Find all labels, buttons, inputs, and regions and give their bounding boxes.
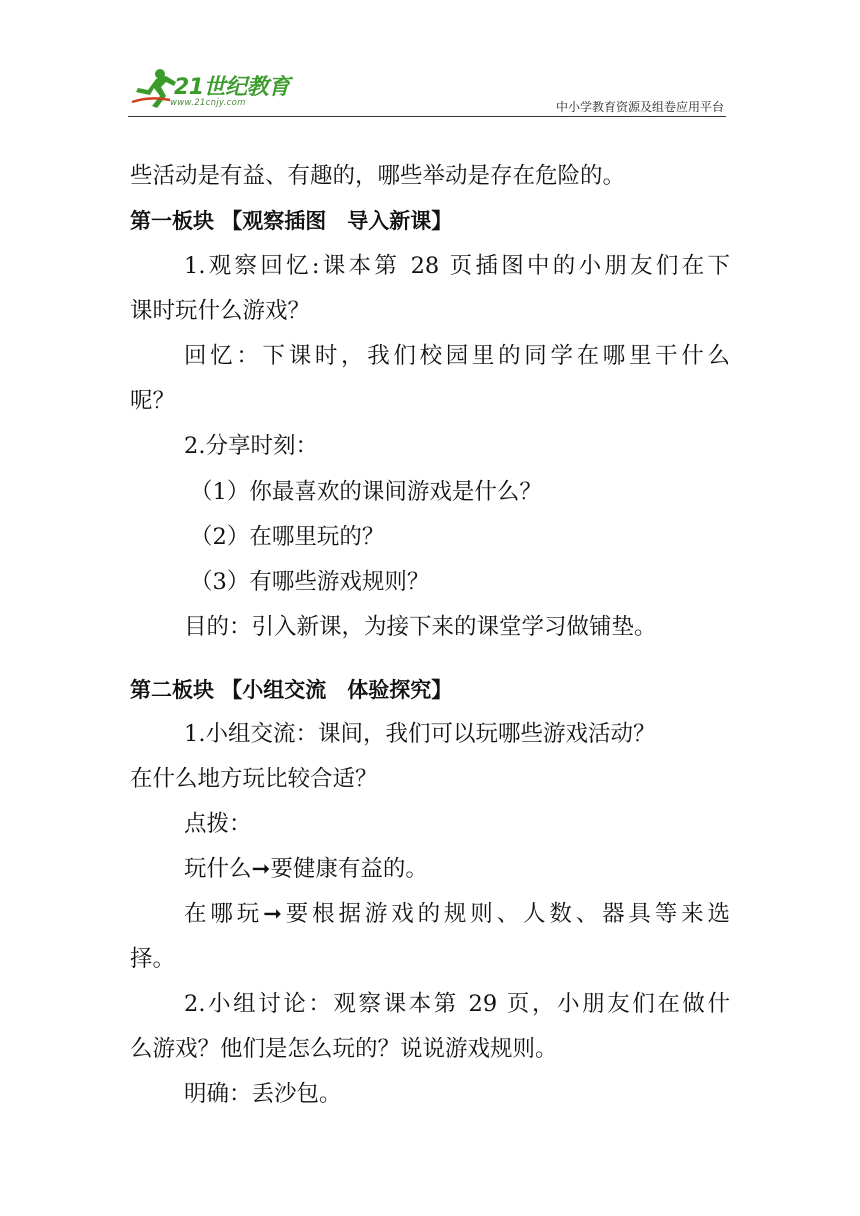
logo xyxy=(130,66,290,116)
paragraph-line: 1.小组交流：课间，我们可以玩哪些游戏活动？ xyxy=(184,721,656,747)
page-header xyxy=(0,0,860,130)
paragraph-line: 课时玩什么游戏？ xyxy=(130,298,311,324)
paragraph-line: 回忆：下课时，我们校园里的同学在哪里干什么 xyxy=(184,343,730,369)
paragraph-line: 目的：引入新课，为接下来的课堂学习做铺垫。 xyxy=(184,614,657,640)
paragraph-line: 点拨： xyxy=(184,811,252,837)
paragraph-line: 1.观察回忆:课本第 28 页插图中的小朋友们在下 xyxy=(184,253,730,279)
paragraph-line: 么游戏？他们是怎么玩的？说说游戏规则。 xyxy=(130,1036,558,1062)
paragraph-line: 2.分享时刻： xyxy=(184,433,318,459)
paragraph-line: 些活动是有益、有趣的，哪些举动是存在危险的。 xyxy=(130,163,626,189)
logo-url: www.21cnjy.com xyxy=(170,98,246,108)
paragraph-line: 在什么地方玩比较合适？ xyxy=(130,766,378,792)
paragraph-line: 玩什么➞要健康有益的。 xyxy=(184,856,428,882)
paragraph-line: 明确：丢沙包。 xyxy=(184,1081,342,1107)
list-item: （1）你最喜欢的课间游戏是什么？ xyxy=(190,479,542,505)
header-divider xyxy=(128,116,726,117)
platform-title: 中小学教育资源及组卷应用平台 xyxy=(555,100,724,114)
section-heading: 第一板块 【观察插图 导入新课】 xyxy=(130,209,453,233)
paragraph-line: 2.小组讨论：观察课本第 29 页，小朋友们在做什 xyxy=(184,991,730,1017)
paragraph-line: 呢？ xyxy=(130,388,176,414)
section-heading: 第二板块 【小组交流 体验探究】 xyxy=(130,678,453,702)
paragraph-line: 在哪玩➞要根据游戏的规则、人数、器具等来选 xyxy=(184,901,730,927)
paragraph-line: 择。 xyxy=(130,946,176,972)
list-item: （2）在哪里玩的？ xyxy=(190,524,385,550)
list-item: （3）有哪些游戏规则？ xyxy=(190,569,430,595)
logo-text: 21世纪教育 xyxy=(174,75,290,100)
